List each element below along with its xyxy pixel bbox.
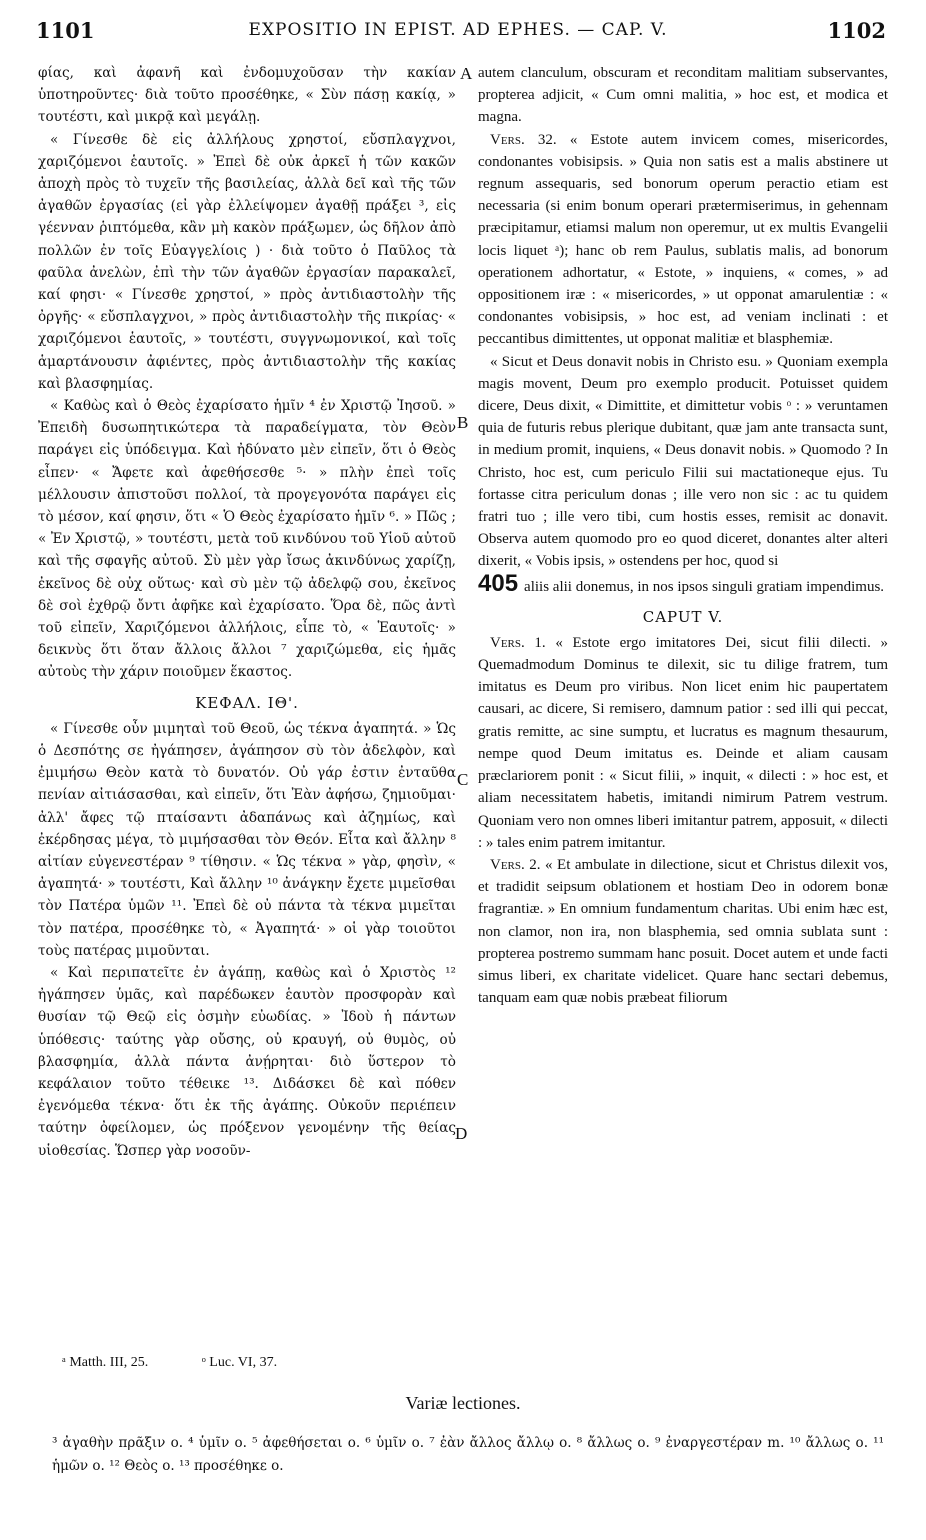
latin-paragraph: « Sicut et Deus donavit nobis in Christo esu. » Quoniam exempla magis movent, Deum pro exemplo producit. Potuisset quidem dicere, Deus dixit, « Dimittite, et dimittetur vobis ᵒ : » veruntamen quia de futuris rebus plerique dubitant, quæ jam ante transacta sunt, in medium promit, inquiens, « Deus donavit nobis. » Quomodo ? In Christo, hoc est, cum periculo Filii sui mactationeque ejus. Tu fortasse citra periculum donas ; ille vero non sic : ac tu quidem fratri tuo ; ille vero tibi, cum hostis esses, remisit ac donavit. Observa autem quomodo pro eo quod diceret, donantes alter alteri dixerit, « Vobis ipsis, » ostendens per hoc, quod si xyxy=(478,353,888,570)
latin-text: « Et ambulate in dilectione, sicut et Christus dilexit vos, et tradidit seipsum oblationem et hostiam Deo in odorem bonæ fragrantiæ. » En omnium fundamentum charitas. Ubi enim hæc est, non clamor, non ira, non blasphemia, sed omnia sublata sunt : propterea postremo summam hanc posuit. Docet autem et unde facti simus liberi, ex charitate videlicet. Quare hanc sectari debemus, tanquam eam quæ nobis præbeat filiorum xyxy=(478,856,889,1007)
latin-paragraph: autem clanculum, obscuram et reconditam malitiam subservantes, propterea adjicit, « Cum omni malitia, » hoc est, et modica et magna. xyxy=(478,65,888,126)
greek-paragraph: « Καὶ περιπατεῖτε ἐν ἀγάπῃ, καθὼς καὶ ὁ Χριστὸς ¹² ἠγάπησεν ὑμᾶς, καὶ παρέδωκεν ἑαυτὸν προσφορὰν καὶ θυσίαν τῷ Θεῷ εἰς ὀσμὴν εὐωδίας. » Ἰδοὺ ἡ πάντων ὑπόθεσις· ταύτης γὰρ οὔσης, οὐ κραυγή, οὐ θυμὸς, οὐ βλασφημία, ἀλλὰ πάντα ἀνῄρηται· διὸ ὕστερον τὸ κεφάλαιον τοῦτο τέθεικε ¹³. Διδάσκει δὲ καὶ πόθεν ἐγενόμεθα τέκνα· ὅτι ἐκ τῆς ἀγάπης. Οὐκοῦν περιέπειν ταύτην ὀφείλομεν, ὡς πρόξενον γενομένην τῆς θείας υἱοθεσίας. Ὥσπερ γὰρ νοσοῦν- xyxy=(38,964,456,1159)
verse-label: Vers. 32. xyxy=(490,131,557,148)
greek-paragraph: « Καθὼς καὶ ὁ Θεὸς ἐχαρίσατο ἡμῖν ⁴ ἐν Χριστῷ Ἰησοῦ. » Ἐπειδὴ δυσωπητικώτερα τὰ παραδείγματα, τὸν Θεὸν παράγει εἰς ὑπόδειγμα. Καὶ ἠδύνατο μὲν εἰπεῖν, ὅτι ὁ Θεὸς εἶπεν· « Ἄφετε καὶ ἀφεθήσεσθε ⁵· » πλὴν ἐπεὶ τοῖς μέλλουσιν ἀπιστοῦσι πολλοί, τὰ προγεγονότα παράγει εἰς τὸ μέσον, καί φησιν, ὅτι « Ὁ Θεὸς ἐχαρίσατο ἡμῖν ⁶. » Πῶς ; « Ἐν Χριστῷ, » τουτέστι, μετὰ τοῦ κινδύνου τοῦ Υἱοῦ αὐτοῦ καὶ τῆς σφαγῆς αὐτοῦ. Σὺ μὲν γὰρ ἴσως ἀκινδύνως χαρίζῃ, ἐκεῖνος δὲ οὐχ οὕτως· καὶ σὺ μὲν τῷ ἀδελφῷ σου, ἐκεῖνος δὲ σοὶ ἐχθρῷ ὄντι ἀφῆκε καὶ ἐχαρίσατο. Ὅρα δὲ, πῶς ἀντὶ τοῦ εἰπεῖν, Χαριζόμενοι ἀλλήλοις, εἶπε τὸ, « Ἑαυτοῖς· » δεικνὺς ὅτι ὅταν ἄλλοις ἄλλοι ⁷ χαριζώμεθα, εἰς ἡμᾶς αὐτοὺς τὴν χάριν ποιοῦμεν ἕκαστος. xyxy=(38,398,456,681)
running-header xyxy=(30,18,886,48)
footnotes xyxy=(62,1355,327,1371)
greek-chapter-heading: ΚΕΦΑΛ. ΙΘ'. xyxy=(195,693,299,712)
latin-paragraph xyxy=(478,854,888,1009)
latin-paragraph xyxy=(478,569,888,598)
greek-paragraph: φίας, καὶ ἀφανῆ καὶ ἐνδομυχοῦσαν τὴν κακίαν ὑποτηροῦντες· διὰ τοῦτο προσέθηκε, « Σὺν πάσῃ κακίᾳ, » τουτέστι, καὶ μικρᾷ καὶ μεγάλῃ. xyxy=(38,65,456,126)
latin-text: aliis alii donemus, in nos ipsos singuli gratiam impendimus. xyxy=(524,578,885,595)
latin-paragraph xyxy=(478,632,888,854)
latin-text: « Estote ergo imitatores Dei, sicut filii dilecti. » Quemadmodum Dominus te dilexit, sic tu dilige fratrem, tum imitatus es Deum pro viribus. Non licet enim hic paupertatem causari, ac dicere, Si remisero, damnum patior : sed illi qui peccat, gratis remitte, ac sine sumptu, et lucratus es magnum thesaurum, nempe quod Deum imitatus es. Deinde et aliam causam præclariorem ponit : « Sicut filii, » inquit, « dilecti : » hoc est, et aliam necessitatem habetis, imitandi nimirum Patrem vestrum. Quoniam vero non omnes liberi imitantur patrem, apposuit, « dilecti : » tales enim patrem imitantur. xyxy=(478,634,888,851)
page-number-right: 1102 xyxy=(827,18,886,43)
section-marker-c: C xyxy=(457,770,469,789)
latin-column xyxy=(478,62,888,1009)
footnote-o: ᵒ Luc. VI, 37. xyxy=(201,1355,278,1370)
running-title: EXPOSITIO IN EPIST. AD EPHES. — CAP. V. xyxy=(248,20,668,40)
latin-chapter-heading: CAPUT V. xyxy=(642,607,724,626)
variae-lectiones-title: Variæ lectiones. xyxy=(405,1393,521,1413)
page-number-left: 1101 xyxy=(36,18,95,43)
latin-paragraph xyxy=(478,129,888,351)
section-marker-d: D xyxy=(455,1124,468,1143)
greek-paragraph: « Γίνεσθε δὲ εἰς ἀλλήλους χρηστοί, εὔσπλαγχνοι, χαριζόμενοι ἑαυτοῖς. » Ἐπεὶ δὲ οὐκ ἀρκεῖ ἡ τῶν κακῶν ἀποχὴ πρὸς τὸ τυχεῖν τῆς βασιλείας, ἀλλὰ δεῖ καὶ τῆς τῶν ἀγαθῶν ἐργασίας (εἰ γὰρ ἐλλείψομεν ἀγαθῇ πράξει ³, εἰς γέενναν ῥιπτόμεθα, κἂν μὴ κακὸν πράξωμεν, ὡς δῆλον ἀπὸ πολλῶν ἐν τοῖς Εὐαγγελίοις ) · διὰ τοῦτο ὁ Παῦλος τὰ φαῦλα ἀνελὼν, ἐπὶ τὴν τῶν ἀγαθῶν ἐργασίαν παρακαλεῖ, καί φησι· « Γίνεσθε χρηστοί, » πρὸς ἀντιδιαστολὴν τῆς ὀργῆς· « εὔσπλαγχνοι, » πρὸς ἀντιδιαστολὴν τῆς πικρίας· « χαριζόμενοι ἑαυτοῖς, » τουτέστι, συγγνωμονικοί, καὶ τοῖς ἁμαρτάνουσιν ἀφιέντες, πρὸς ἀντιδιαστολὴν τῆς κακίας καὶ βλασφημίας. xyxy=(38,131,456,392)
section-marker-b: B xyxy=(457,413,469,432)
verse-label: Vers. 2. xyxy=(490,856,541,873)
latin-text: « Estote autem invicem comes, misericordes, condonantes vobisipsis. » Quia non satis est a malis abstinere ut regnum assequaris, sed bonorum operum peractio etiam est necessaria (si enim bonum operari prætermiserimus, in gehennam præcipitamur, etiamsi malum non operemur, ut ex multis Evangelii locis liquet ᵃ); hanc ob rem Paulus, sublatis malis, ad bonorum operationem adhortatur, « Estote, » inquiens, « comes, » ad oppositionem iræ : « misericordes, » ut opponat amarulentiæ : « condonantes vobisipsis, » hoc est, ad veniam inclinati : et peccantibus dimittentes, ut opponat malitiæ et blasphemiæ. xyxy=(478,131,889,348)
variae-lectiones-text: ³ ἀγαθὴν πρᾶξιν ο. ⁴ ὑμῖν ο. ⁵ ἀφεθήσεται ο. ⁶ ὑμῖν ο. ⁷ ἐὰν ἄλλος ἄλλῳ ο. ⁸ ἄλλως ο. ⁹ ἐναργεστέραν m. ¹⁰ ἄλλως ο. ¹¹ ἡμῶν ο. ¹² Θεὸς ο. ¹³ προσέθηκε ο. xyxy=(52,1435,884,1474)
section-marker-a: A xyxy=(460,64,473,83)
column-number: 405 xyxy=(478,569,519,597)
footnote-a: ᵃ Matth. III, 25. xyxy=(62,1355,149,1370)
greek-column xyxy=(38,62,456,1162)
verse-label: Vers. 1. xyxy=(490,634,546,651)
greek-paragraph: « Γίνεσθε οὖν μιμηταὶ τοῦ Θεοῦ, ὡς τέκνα ἀγαπητά. » Ὡς ὁ Δεσπότης σε ἠγάπησεν, ἀγάπησον σὺ τὸν ἀδελφὸν, καὶ ἐμιμήσω Θεὸν κατὰ τὸ δυνατόν. Οὐ γάρ ἐστιν ἐνταῦθα πενίαν αἰτιάσασθαι, καὶ εἰπεῖν, ὅτι Ἐὰν ἀφήσω, ζημιοῦμαι· ἀλλ' ἄφες τῷ πταίσαντι ἀδαπάνως καὶ ἀζημίως, καὶ ἐκέρδησας μέγα, τὸ μιμήσασθαι τὸν Θεόν. Εἶτα καὶ ἄλλην ⁸ αἰτίαν εὐγενεστέραν ⁹ τίθησιν. « Ὡς τέκνα » γὰρ, φησὶν, « ἀγαπητά· » τουτέστι, Καὶ ἄλλην ¹⁰ ἀνάγκην ἔχετε μιμεῖσθαι τὸν Πατέρα ὑμῶν ¹¹. Ἐπεὶ δὲ οὐ πάντα τὰ τέκνα μιμεῖται τὸν πατέρα, προσέθηκε τὸ, « Ἀγαπητά· » οἱ γὰρ τοιοῦτοι τοὺς πατέρας μιμοῦνται. xyxy=(38,720,456,959)
